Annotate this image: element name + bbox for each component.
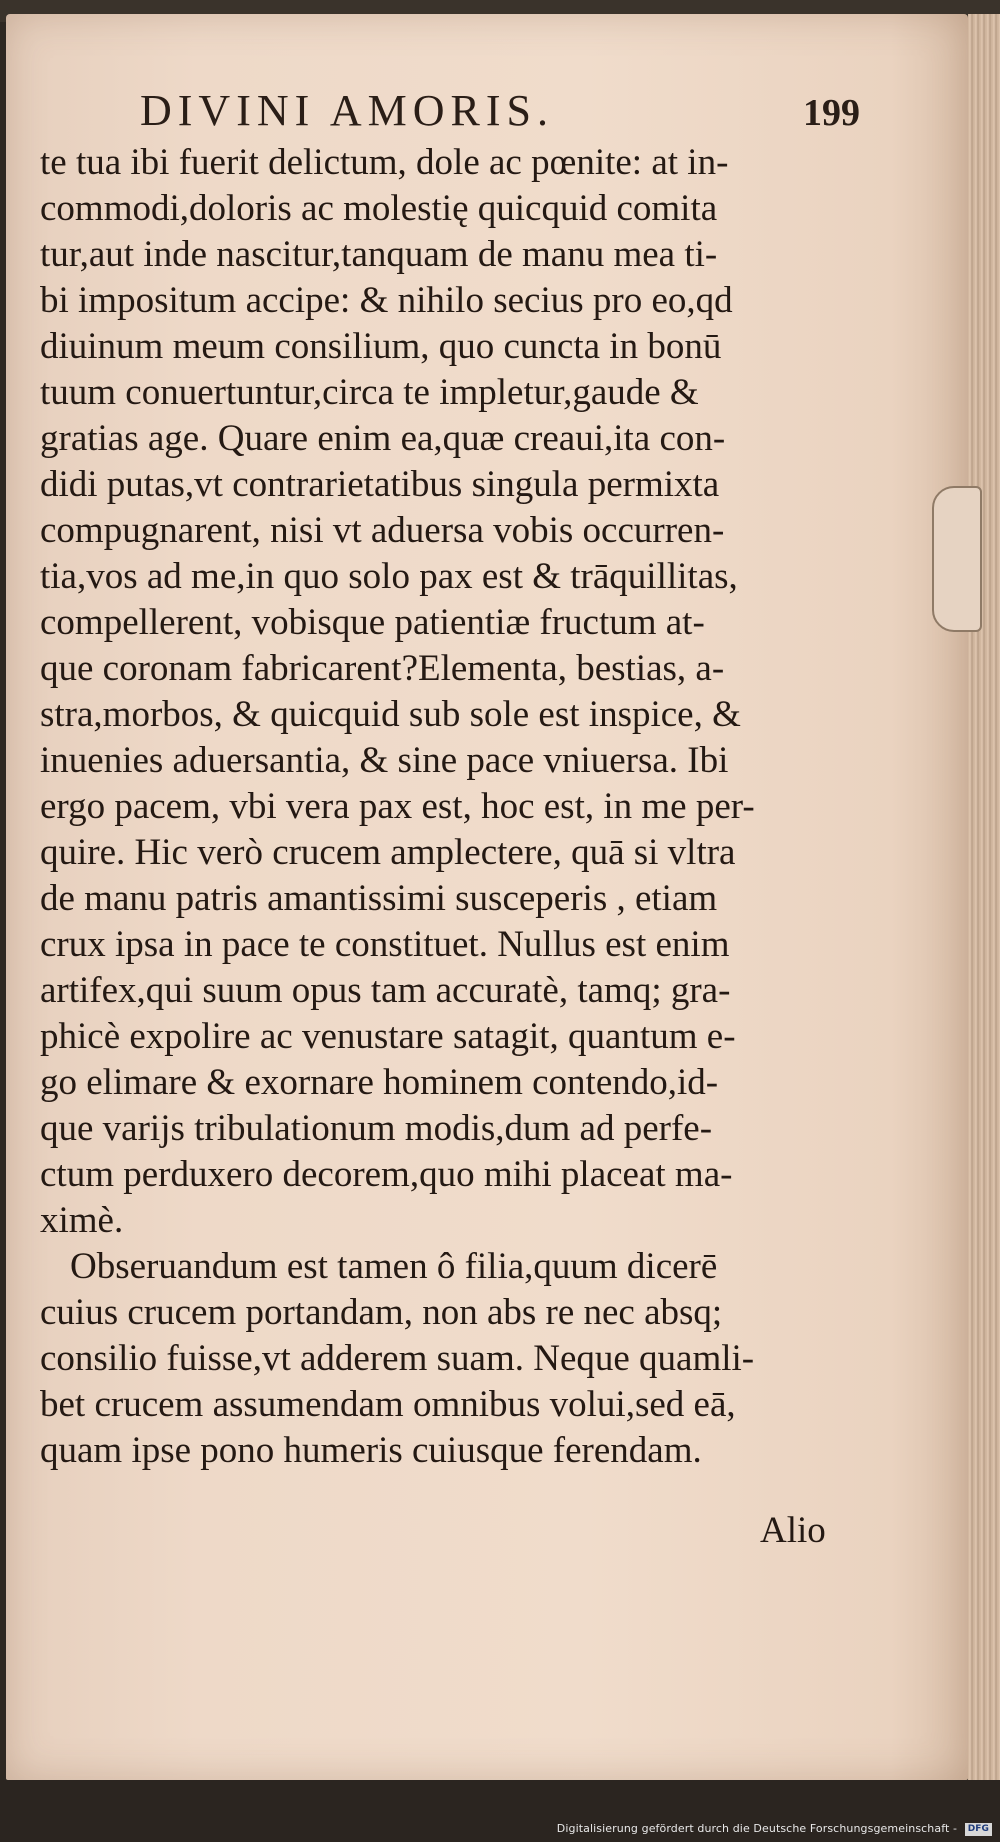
text-line: bet crucem assumendam omnibus volui,sed eā, — [40, 1384, 736, 1425]
text-line: bi impositum accipe: & nihilo secius pro eo,qd — [40, 280, 733, 321]
text-line: que varijs tribulationum modis,dum ad perfe- — [40, 1108, 713, 1149]
page-header — [140, 86, 860, 136]
text-line: go elimare & exornare hominem contendo,id- — [40, 1062, 719, 1103]
text-line: artifex,qui suum opus tam accuratè, tamq; gra- — [40, 970, 731, 1011]
text-line: diuinum meum consilium, quo cuncta in bonū — [40, 326, 722, 367]
text-line: didi putas,vt contrarietatibus singula permixta — [40, 464, 720, 505]
running-title: DIVINI AMORIS. — [140, 86, 554, 135]
dfg-logo: DFG — [965, 1823, 992, 1836]
text-line: tur,aut inde nascitur,tanquam de manu mea ti- — [40, 234, 718, 275]
text-line: que coronam fabricarent?Elementa, bestias, a- — [40, 648, 725, 689]
body-text — [40, 140, 870, 1474]
text-line: commodi,doloris ac molestię quicquid comita — [40, 188, 718, 229]
text-line: ergo pacem, vbi vera pax est, hoc est, in me per- — [40, 786, 755, 827]
text-line: ctum perduxero decorem,quo mihi placeat ma- — [40, 1154, 733, 1195]
text-line: tia,vos ad me,in quo solo pax est & trāquillitas, — [40, 556, 738, 597]
text-line: gratias age. Quare enim ea,quæ creaui,ita con- — [40, 418, 726, 459]
page-number: 199 — [803, 92, 860, 134]
text-line: quire. Hic verò crucem amplectere, quā si vltra — [40, 832, 736, 873]
text-line: quam ipse pono humeris cuiusque ferendam. — [40, 1430, 702, 1471]
clasp-outline — [932, 486, 982, 632]
text-line: phicè expolire ac venustare satagit, quantum e- — [40, 1016, 736, 1057]
text-line: inuenies aduersantia, & sine pace vniuersa. Ibi — [40, 740, 729, 781]
text-line: crux ipsa in pace te constituet. Nullus est enim — [40, 924, 730, 965]
text-line: tuum conuertuntur,circa te impletur,gaude & — [40, 372, 699, 413]
text-line-paragraph-start: Obseruandum est tamen ô filia,quum dicerē — [70, 1246, 718, 1287]
text-line: compugnarent, nisi vt aduersa vobis occurren- — [40, 510, 725, 551]
text-line: te tua ibi fuerit delictum, dole ac pœnite: at in- — [40, 142, 729, 183]
text-line: ximè. — [40, 1200, 124, 1241]
book-fore-edge — [968, 14, 1000, 1794]
text-line: stra,morbos, & quicquid sub sole est inspice, & — [40, 694, 741, 735]
catchword: Alio — [760, 1510, 826, 1551]
text-line: compellerent, vobisque patientiæ fructum at- — [40, 602, 705, 643]
credit-text: Digitalisierung gefördert durch die Deutsche Forschungsgemeinschaft - — [556, 1822, 958, 1835]
text-line: cuius crucem portandam, non abs re nec absq; — [40, 1292, 723, 1333]
text-line: de manu patris amantissimi susceperis , etiam — [40, 878, 718, 919]
digitization-credit — [557, 1822, 992, 1836]
text-line: consilio fuisse,vt adderem suam. Neque quamli- — [40, 1338, 755, 1379]
